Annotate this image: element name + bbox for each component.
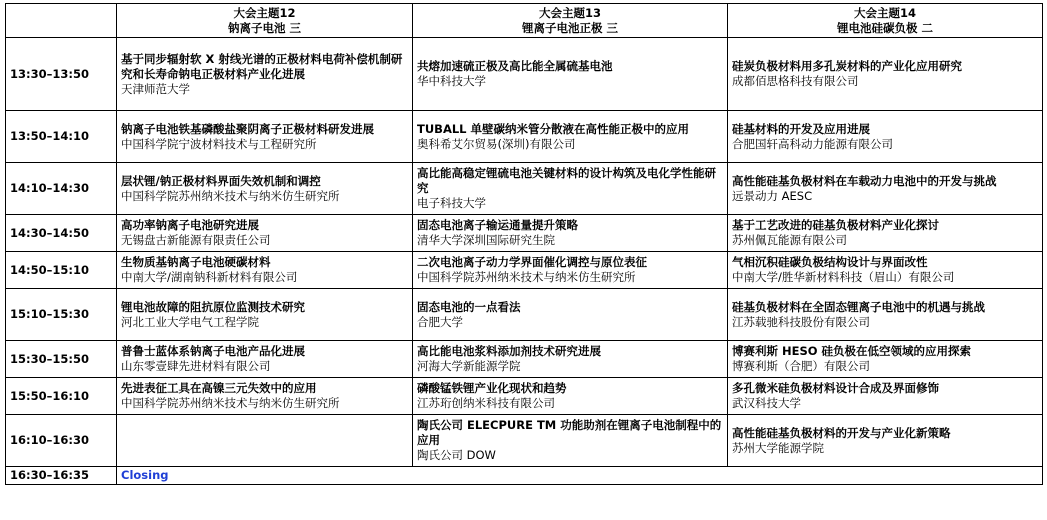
session-number: 大会主题12 — [233, 5, 296, 20]
talk-title: 硅炭负极材料用多孔炭材料的产业化应用研究 — [732, 59, 962, 73]
talk-cell — [117, 111, 413, 163]
speaker-affiliation: 苏州佩瓦能源有限公司 — [732, 233, 847, 247]
talk-cell — [413, 215, 728, 252]
speaker-affiliation: 中国科学院宁波材料技术与工程研究所 — [121, 136, 317, 151]
talk-cell — [413, 163, 728, 215]
speaker-affiliation: 博赛利斯（合肥）有限公司 — [732, 359, 870, 373]
talk-cell — [728, 415, 1043, 467]
session-topic: 锂电池硅碳负极 二 — [836, 20, 933, 35]
talk-cell — [413, 252, 728, 289]
speaker-affiliation: 电子科技大学 — [417, 196, 486, 210]
talk-title: 普鲁士蓝体系钠离子电池产品化进展 — [121, 344, 305, 358]
speaker-affiliation: 中南大学/湖南钠科新材料有限公司 — [121, 270, 298, 284]
talk-cell — [728, 215, 1043, 252]
speaker-affiliation: 江苏珩创纳米科技有限公司 — [417, 396, 555, 410]
table-row — [6, 378, 1043, 415]
time-slot: 13:30–13:50 — [6, 38, 117, 111]
talk-title: 高功率钠离子电池研究进展 — [121, 218, 259, 232]
speaker-affiliation: 中国科学院苏州纳米技术与纳米仿生研究所 — [121, 188, 340, 203]
table-row — [6, 252, 1043, 289]
speaker-affiliation: 陶氏公司 DOW — [417, 448, 496, 462]
talk-cell — [117, 341, 413, 378]
time-slot: 15:10–15:30 — [6, 289, 117, 341]
speaker-affiliation: 合肥大学 — [417, 314, 463, 329]
speaker-affiliation: 合肥国轩高科动力能源有限公司 — [732, 136, 893, 151]
speaker-affiliation: 成都佰思格科技有限公司 — [732, 74, 859, 88]
time-slot: 16:10–16:30 — [6, 415, 117, 467]
speaker-affiliation: 中国科学院苏州纳米技术与纳米仿生研究所 — [121, 396, 340, 410]
time-slot: 14:30–14:50 — [6, 215, 117, 252]
table-row — [6, 289, 1043, 341]
talk-title: 先进表征工具在高镍三元失效中的应用 — [121, 381, 317, 395]
talk-cell — [728, 111, 1043, 163]
session-header — [117, 4, 413, 38]
talk-cell — [117, 163, 413, 215]
talk-title: 高比能高稳定锂硫电池关键材料的设计构筑及电化学性能研究 — [417, 166, 716, 195]
speaker-affiliation: 河北工业大学电气工程学院 — [121, 314, 259, 329]
talk-title: 锂电池故障的阻抗原位监测技术研究 — [121, 299, 305, 314]
talk-cell — [117, 415, 413, 467]
talk-title: 气相沉积硅碳负极结构设计与界面改性 — [732, 255, 928, 269]
table-row — [6, 111, 1043, 163]
talk-cell — [728, 341, 1043, 378]
closing-cell — [117, 467, 1043, 485]
talk-cell — [413, 111, 728, 163]
time-slot: 15:30–15:50 — [6, 341, 117, 378]
speaker-affiliation: 远景动力 AESC — [732, 188, 813, 203]
talk-title: 固态电池的一点看法 — [417, 299, 521, 314]
closing-label: Closing — [121, 468, 169, 482]
speaker-affiliation: 清华大学深圳国际研究生院 — [417, 233, 555, 247]
table-row — [6, 163, 1043, 215]
talk-title: 共熔加速硫正极及高比能全属硫基电池 — [417, 59, 613, 73]
speaker-affiliation: 无锡盘古新能源有限责任公司 — [121, 233, 271, 247]
talk-cell — [117, 378, 413, 415]
header-row — [6, 4, 1043, 38]
talk-cell — [413, 378, 728, 415]
table-row — [6, 215, 1043, 252]
table-row — [6, 415, 1043, 467]
session-topic: 钠离子电池 三 — [227, 20, 301, 35]
talk-title: 钠离子电池铁基磷酸盐聚阴离子正极材料研发进展 — [121, 121, 374, 136]
talk-cell — [728, 252, 1043, 289]
talk-cell — [117, 252, 413, 289]
speaker-affiliation: 江苏载驰科技股份有限公司 — [732, 314, 870, 329]
talk-title: 生物质基钠离子电池硬碳材料 — [121, 255, 271, 269]
speaker-affiliation: 中南大学/胜华新材料科技（眉山）有限公司 — [732, 270, 955, 284]
talk-cell — [413, 38, 728, 111]
closing-row — [6, 467, 1043, 485]
session-number: 大会主题14 — [853, 5, 916, 20]
talk-title: 基于工艺改进的硅基负极材料产业化探讨 — [732, 218, 939, 232]
speaker-affiliation: 苏州大学能源学院 — [732, 440, 824, 455]
talk-cell — [728, 163, 1043, 215]
session-header — [413, 4, 728, 38]
talk-title: 二次电池离子动力学界面催化调控与原位表征 — [417, 255, 647, 269]
speaker-affiliation: 山东零壹肆先进材料有限公司 — [121, 359, 271, 373]
talk-cell — [117, 289, 413, 341]
talk-title: 高性能硅基负极材料的开发与产业化新策略 — [732, 425, 951, 440]
schedule-table — [5, 3, 1043, 485]
talk-cell — [117, 38, 413, 111]
table-row — [6, 38, 1043, 111]
talk-title: 基于同步辐射软 X 射线光谱的正极材料电荷补偿机制研究和长寿命钠电正极材料产业化进展 — [121, 51, 403, 81]
speaker-affiliation: 武汉科技大学 — [732, 396, 801, 410]
talk-title: 固态电池离子输运通量提升策略 — [417, 218, 578, 232]
talk-cell — [117, 215, 413, 252]
talk-cell — [413, 341, 728, 378]
talk-cell — [728, 38, 1043, 111]
talk-title: 陶氏公司 ELECPURE TM 功能助剂在锂离子电池制程中的应用 — [417, 418, 722, 447]
speaker-affiliation: 中国科学院苏州纳米技术与纳米仿生研究所 — [417, 270, 636, 284]
speaker-affiliation: 华中科技大学 — [417, 74, 486, 88]
talk-cell — [728, 289, 1043, 341]
speaker-affiliation: 河海大学新能源学院 — [417, 359, 521, 373]
session-topic: 锂离子电池正极 三 — [521, 20, 618, 35]
talk-title: 硅基材料的开发及应用进展 — [732, 121, 870, 136]
talk-title: 硅基负极材料在全固态锂离子电池中的机遇与挑战 — [732, 299, 985, 314]
time-slot: 14:10–14:30 — [6, 163, 117, 215]
talk-title: 博赛利斯 HESO 硅负极在低空领域的应用探索 — [732, 344, 972, 358]
session-header — [728, 4, 1043, 38]
talk-cell — [413, 289, 728, 341]
speaker-affiliation: 奥科希艾尔贸易(深圳)有限公司 — [417, 136, 576, 151]
talk-title: 磷酸锰铁锂产业化现状和趋势 — [417, 381, 567, 395]
time-slot: 13:50–14:10 — [6, 111, 117, 163]
time-slot: 16:30–16:35 — [6, 467, 117, 485]
talk-title: 高比能电池浆料添加剂技术研究进展 — [417, 344, 601, 358]
session-number: 大会主题13 — [538, 5, 601, 20]
time-slot: 15:50–16:10 — [6, 378, 117, 415]
corner-cell — [6, 4, 117, 38]
table-row — [6, 341, 1043, 378]
speaker-affiliation: 天津师范大学 — [121, 81, 190, 96]
time-slot: 14:50–15:10 — [6, 252, 117, 289]
talk-title: 多孔微米硅负极材料设计合成及界面修饰 — [732, 381, 939, 395]
talk-title: 高性能硅基负极材料在车载动力电池中的开发与挑战 — [732, 173, 997, 188]
talk-cell — [413, 415, 728, 467]
talk-title: TUBALL 单壁碳纳米管分散液在高性能正极中的应用 — [417, 121, 690, 136]
talk-title: 层状锂/钠正极材料界面失效机制和调控 — [121, 173, 321, 188]
talk-cell — [728, 378, 1043, 415]
